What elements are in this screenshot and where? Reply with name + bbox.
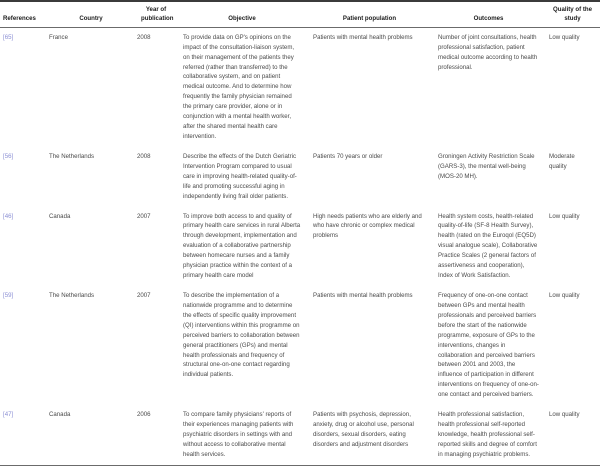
cell-objective: Describe the effects of the Dutch Geriatric Intervention Program compared to usual care in improving health-related quality-of-life and promoting successful aging in independently living frail older patients. <box>183 152 297 200</box>
column-header-country-label: Country <box>79 15 103 23</box>
cell-country: The Netherlands <box>49 291 95 299</box>
cell-patient-population: High needs patients who are elderly and who have chronic or complex medical problems <box>313 212 422 240</box>
cell-patient-population: Patients with mental health problems <box>313 291 413 299</box>
table-body <box>0 27 600 465</box>
column-header-quality-of-the-study <box>545 2 600 27</box>
column-header-patient-population <box>307 2 432 27</box>
cell-reference <box>0 207 47 286</box>
cell-outcomes: Health professional satisfaction, health professional self-reported knowledge, health professional self-reported skills and degree of comfort in managing psychiatric problems. <box>432 405 545 465</box>
column-header-country <box>47 2 135 27</box>
cell-year: 2007 <box>137 212 151 220</box>
cell-outcomes: Health system costs, health-related quality-of-life (SF-8 Health Survey), health (rated on the Euroqol (EQ5D) visual analogue scale), Collaborative Practice Scales (2 general factors of assertiveness and cooperation), Index of Work Satisfaction. <box>438 212 538 280</box>
cell-reference <box>0 147 47 207</box>
cell-outcomes: Frequency of one-on-one contact between GPs and mental health professionals and perceived barriers before the start of the nationwide programme, exposure of GPs to the interventions, changes in collaboration and perceived barriers between 2001 and 2003, the influence of participation in different interventions on frequency of one-on-one contact and perceived barriers. <box>438 291 539 399</box>
cell-objective: To improve both access to and quality of primary health care services in rural Alberta through development, implementation and evaluation of a collaborative partnership between homecare nurses and a family physician practice within the context of a primary health care model <box>183 212 301 280</box>
cell-country: France <box>49 33 68 41</box>
table-header-row <box>0 2 600 27</box>
reference-link[interactable]: [65] <box>3 33 14 41</box>
column-header-quality-line1: Quality of the <box>553 6 592 13</box>
column-header-references-label: References <box>3 15 36 23</box>
cell-patient-population: Patients 70 years or older <box>313 152 383 160</box>
cell-reference <box>0 27 47 147</box>
reference-link[interactable]: [47] <box>3 411 14 419</box>
table-row <box>0 147 600 207</box>
column-header-outcomes <box>432 2 545 27</box>
cell-year: 2008 <box>137 33 151 41</box>
cell-outcomes: Groningen Activity Restriction Scale (GARS-3), the mental well-being (MOS-20 MH). <box>438 152 535 180</box>
cell-quality: Low quality <box>549 33 580 41</box>
table-row <box>0 286 600 405</box>
cell-quality: Low quality <box>549 291 580 299</box>
column-header-year-line1: Year of <box>145 6 167 13</box>
cell-year: 2006 <box>135 405 177 465</box>
reference-link[interactable]: [59] <box>3 291 14 299</box>
reference-link[interactable]: [46] <box>3 212 14 220</box>
cell-reference <box>0 405 47 465</box>
cell-objective: To compare family physicians' reports of their experiences managing patients with psychiatric disorders in settings with and without access to collaborative mental health services. <box>177 405 307 465</box>
table-row <box>0 207 600 286</box>
table-row <box>0 405 600 465</box>
reference-link[interactable]: [56] <box>3 152 14 160</box>
cell-reference <box>0 286 47 405</box>
table-row <box>0 27 600 147</box>
cell-patient-population: Patients with mental health problems <box>313 33 413 41</box>
cell-quality: Low quality <box>549 212 580 220</box>
column-header-year-of-publication <box>135 2 177 27</box>
cell-quality: Low quality <box>545 405 600 465</box>
column-header-quality-line2: study <box>564 15 581 23</box>
table-header <box>0 1 600 27</box>
cell-outcomes: Number of joint consultations, health professional satisfaction, patient medical outcome according to health professional. <box>438 33 538 71</box>
column-header-references <box>0 2 47 27</box>
cell-year: 2008 <box>137 152 151 160</box>
column-header-objective-label: Objective <box>228 15 256 23</box>
cell-country: Canada <box>49 212 71 220</box>
cell-objective: To describe the implementation of a nationwide programme and to determine the effects of specific quality improvement (QI) interventions within this programme on perceived barriers to collaboration between general practitioners (GPs) and mental health professionals and frequency of structural one-on-one contact regarding individual patients. <box>183 291 300 379</box>
column-header-patient-population-label: Patient population <box>342 15 397 23</box>
cell-objective: To provide data on GP's opinions on the impact of the consultation-liaison system, on their management of the patients they referred (rather than transferred) to the collaborative system, and on patient medical outcome. And to determine how frequently the family physician remained the primary care provider, alone or in conjunction with a mental health worker, after the shared mental health care intervention. <box>183 33 295 140</box>
column-header-outcomes-label: Outcomes <box>473 15 504 23</box>
cell-quality: Moderate quality <box>549 152 575 170</box>
cell-patient-population: Patients with psychosis, depression, anxiety, drug or alcohol use, personal disorders, sexual disorders, eating disorders and adjustment disorders <box>307 405 432 465</box>
column-header-year-line2: publication <box>141 15 174 23</box>
cell-year: 2007 <box>137 291 151 299</box>
cell-country: Canada <box>47 405 135 465</box>
cell-country: The Netherlands <box>49 152 95 160</box>
column-header-objective <box>177 2 307 27</box>
